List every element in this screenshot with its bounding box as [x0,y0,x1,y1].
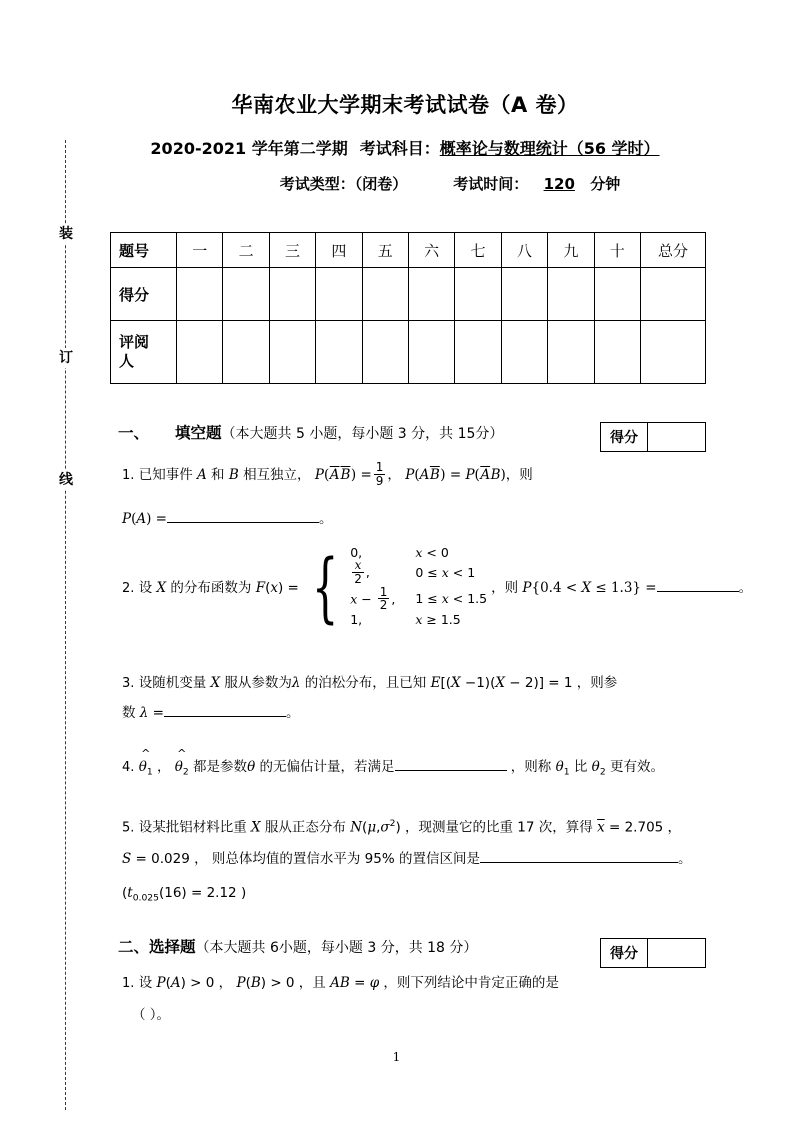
fill-q2-case-3-value: x − $\frac{1}{2}$ , [350,584,396,613]
score-cell-1[interactable] [177,268,223,321]
fill-q4-number: 4. [122,760,135,775]
score-cell-2[interactable] [223,268,269,321]
section-1-title: 填空题 [175,424,222,442]
exam-meta-line [100,173,710,194]
section-heading-2 [118,938,588,957]
fill-q1-text-c: 相互独立， [243,467,311,484]
fill-q1-comma: ， [387,467,401,484]
binding-char-xian: 线 [50,470,82,490]
reviewer-row-label: 评阅 人 [111,321,177,384]
fill-q5-answer-blank[interactable] [480,849,678,863]
score-cell-6[interactable] [408,268,454,321]
score-table-col-4: 四 [316,233,362,268]
score-table-col-10: 十 [594,233,640,268]
fill-q1-frac-numerator: 1 [375,460,384,474]
fill-q2-tail [491,576,752,598]
score-cell-total[interactable] [641,268,706,321]
section-1-score-label: 得分 [601,423,648,451]
fill-q1-fraction [374,461,386,487]
score-cell-7[interactable] [455,268,501,321]
fill-q1-answer-end: 。 [319,511,333,527]
section-2-title: 选择题 [149,938,196,956]
fill-q2-case-2-value: $\frac{x}{2}$ , [354,558,370,586]
section-1-score-value[interactable] [648,423,705,451]
score-cell-3[interactable] [269,268,315,321]
score-cell-9[interactable] [548,268,594,321]
reviewer-cell-3[interactable] [269,321,315,384]
term-label: 2020-2021 学年第二学期 [150,139,348,159]
fill-q2-brace: { [311,542,339,631]
fill-q1-answer-lead: P(A) = [122,511,167,527]
fill-q1-text-b: 和 [211,467,225,484]
duration-value: 120 [543,175,575,194]
choice-q1-number: 1. [122,976,135,991]
score-table-col-2: 二 [223,233,269,268]
fill-q4-theta-hat-2: ^ $\theta_2$ [174,747,189,778]
fill-q1-answer-blank[interactable] [167,509,319,523]
table-row-score [111,268,706,321]
reviewer-cell-1[interactable] [177,321,223,384]
fill-q3-number: 3. [122,676,135,691]
section-heading-1 [118,424,588,443]
document-header [100,92,710,194]
fill-q2-case-2-condition: 0 ≤ x < 1 [415,565,476,581]
reviewer-cell-5[interactable] [362,321,408,384]
reviewer-cell-total[interactable] [641,321,706,384]
fill-q1-expr-prob: $P(\overline{A}\overline{B})$ = [314,467,372,484]
choice-question-1: 1. 设 P(A) > 0 ， P(B) > 0 ，且 AB = φ ，则下列结论中肯定正确的是 [122,975,559,991]
fill-q4-theta-hat-1: ^ $\theta_1$ [138,747,153,778]
fill-q2-row [122,542,753,631]
subject-label: 考试科目： [359,139,440,159]
fill-q2-lead: 2. 设 X 的分布函数为 F(x) = [122,579,299,596]
section-1-number: 一、 [118,424,150,442]
score-table-col-5: 五 [362,233,408,268]
page-title: 华南农业大学期末考试试卷（A 卷） [231,93,579,117]
duration-unit: 分钟 [590,175,621,194]
fill-q1-expr-equal: $P(A\overline{B}) = P(\overline{A}B)$ [405,467,506,484]
fill-question-2 [122,542,753,631]
fill-q2-answer-blank[interactable] [657,578,739,592]
section-2-description: （本大题共 6小题，每小题 3 分，共 18 分） [195,940,478,956]
term-subject-line [100,136,710,159]
exam-type-label: 考试类型：（闭卷） [279,175,408,194]
section-2-number: 二、 [118,938,150,956]
table-row-reviewer [111,321,706,384]
fill-q5-answer-end: 。 [677,851,692,867]
score-cell-5[interactable] [362,268,408,321]
choice-question-1-answer-line[interactable] [132,1004,170,1028]
score-table-col-6: 六 [408,233,454,268]
score-cell-8[interactable] [501,268,547,321]
fill-q1-then: ，则 [505,467,533,484]
fill-q5-number: 5. [122,820,135,836]
fill-q1-number: 1. [122,468,135,484]
reviewer-cell-2[interactable] [223,321,269,384]
section-2-score-label: 得分 [601,939,648,967]
section-1-score-box [600,422,706,452]
binding-margin [46,140,86,1110]
binding-char-ding: 订 [50,348,82,368]
fill-q2-tail-end: 。 [738,579,753,596]
score-table-col-8: 八 [501,233,547,268]
score-table-col-total: 总分 [641,233,706,268]
section-2-score-value[interactable] [648,939,705,967]
reviewer-cell-7[interactable] [455,321,501,384]
table-row-header [111,233,706,268]
score-cell-10[interactable] [594,268,640,321]
section-2-score-box [600,938,706,968]
binding-dashed-line [65,140,66,1110]
fill-question-5-line2: S = 0.029 ， 则总体均值的置信水平为 95% 的置信区间是 。 [122,851,692,867]
fill-q2-case-1-value: 0, [350,545,363,560]
reviewer-cell-8[interactable] [501,321,547,384]
fill-q3-answer-end: 。 [285,705,300,721]
fill-question-4: 4. ^ $\theta_1$ ， ^ $\theta_2$ 都是参数θ 的无偏估计量，若满足 ，则称 $\theta_1$ 比 $\theta_2$ 更有效。 [122,756,664,781]
fill-q3-answer-blank[interactable] [164,703,286,717]
fill-question-5: 5. 设某批铝材料比重 X 服从正态分布 $N(\mu,\sigma^2)$ ，现测量它的比重 17 次，算得 $\overline{x} = 2.705$ ， [122,818,682,836]
binding-char-zhuang: 装 [50,224,82,244]
fill-question-1 [122,462,533,488]
fill-q2-tail-prob: P{0.4 < X ≤ 1.3} = [522,579,657,596]
score-table-col-3: 三 [269,233,315,268]
fill-q2-case-3-condition: 1 ≤ x < 1.5 [415,591,488,607]
fill-q1-var-b: B [228,467,239,484]
fill-q1-frac-denominator: 9 [375,473,384,488]
fill-q2-tail-comma: ，则 [491,579,519,596]
subject-value: 概率论与数理统计（56 学时） [439,139,660,159]
fill-question-3-answer-line: 数 λ = 。 [122,705,300,721]
score-table-corner-label: 题号 [111,233,177,268]
fill-q2-case-1-condition: x < 0 [415,545,449,560]
fill-question-3: 3. 设随机变量 X 服从参数为λ 的泊松分布，且已知 E[(X −1)(X − 2)] = 1 ，则参 [122,675,618,691]
fill-q2-case-4-value: 1, [350,611,363,627]
score-table-col-1: 一 [177,233,223,268]
reviewer-cell-9[interactable] [548,321,594,384]
duration-label: 考试时间： [453,175,529,194]
score-row-label: 得分 [111,268,177,321]
reviewer-cell-4[interactable] [316,321,362,384]
fill-question-5-hint: ($t_{0.025}(16) = 2.12$ ) [122,885,247,904]
fill-q2-case-4-condition: x ≥ 1.5 [415,611,461,627]
page-number: 1 [392,1050,401,1064]
score-table-col-7: 七 [455,233,501,268]
fill-q2-number: 2. [122,580,135,596]
reviewer-cell-10[interactable] [594,321,640,384]
choice-q1-answer-parens: （ ）。 [132,1007,171,1023]
reviewer-cell-6[interactable] [408,321,454,384]
fill-q2-cases [350,546,487,627]
fill-q4-answer-blank[interactable] [395,757,507,771]
fill-q1-var-a: A [197,467,207,484]
section-1-description: （本大题共 5 小题，每小题 3 分，共 15分） [221,426,504,442]
fill-q1-text-a: 已知事件 [138,467,193,484]
score-cell-4[interactable] [316,268,362,321]
score-table-col-9: 九 [548,233,594,268]
score-table [110,232,706,384]
fill-question-1-answer-line [122,508,333,532]
